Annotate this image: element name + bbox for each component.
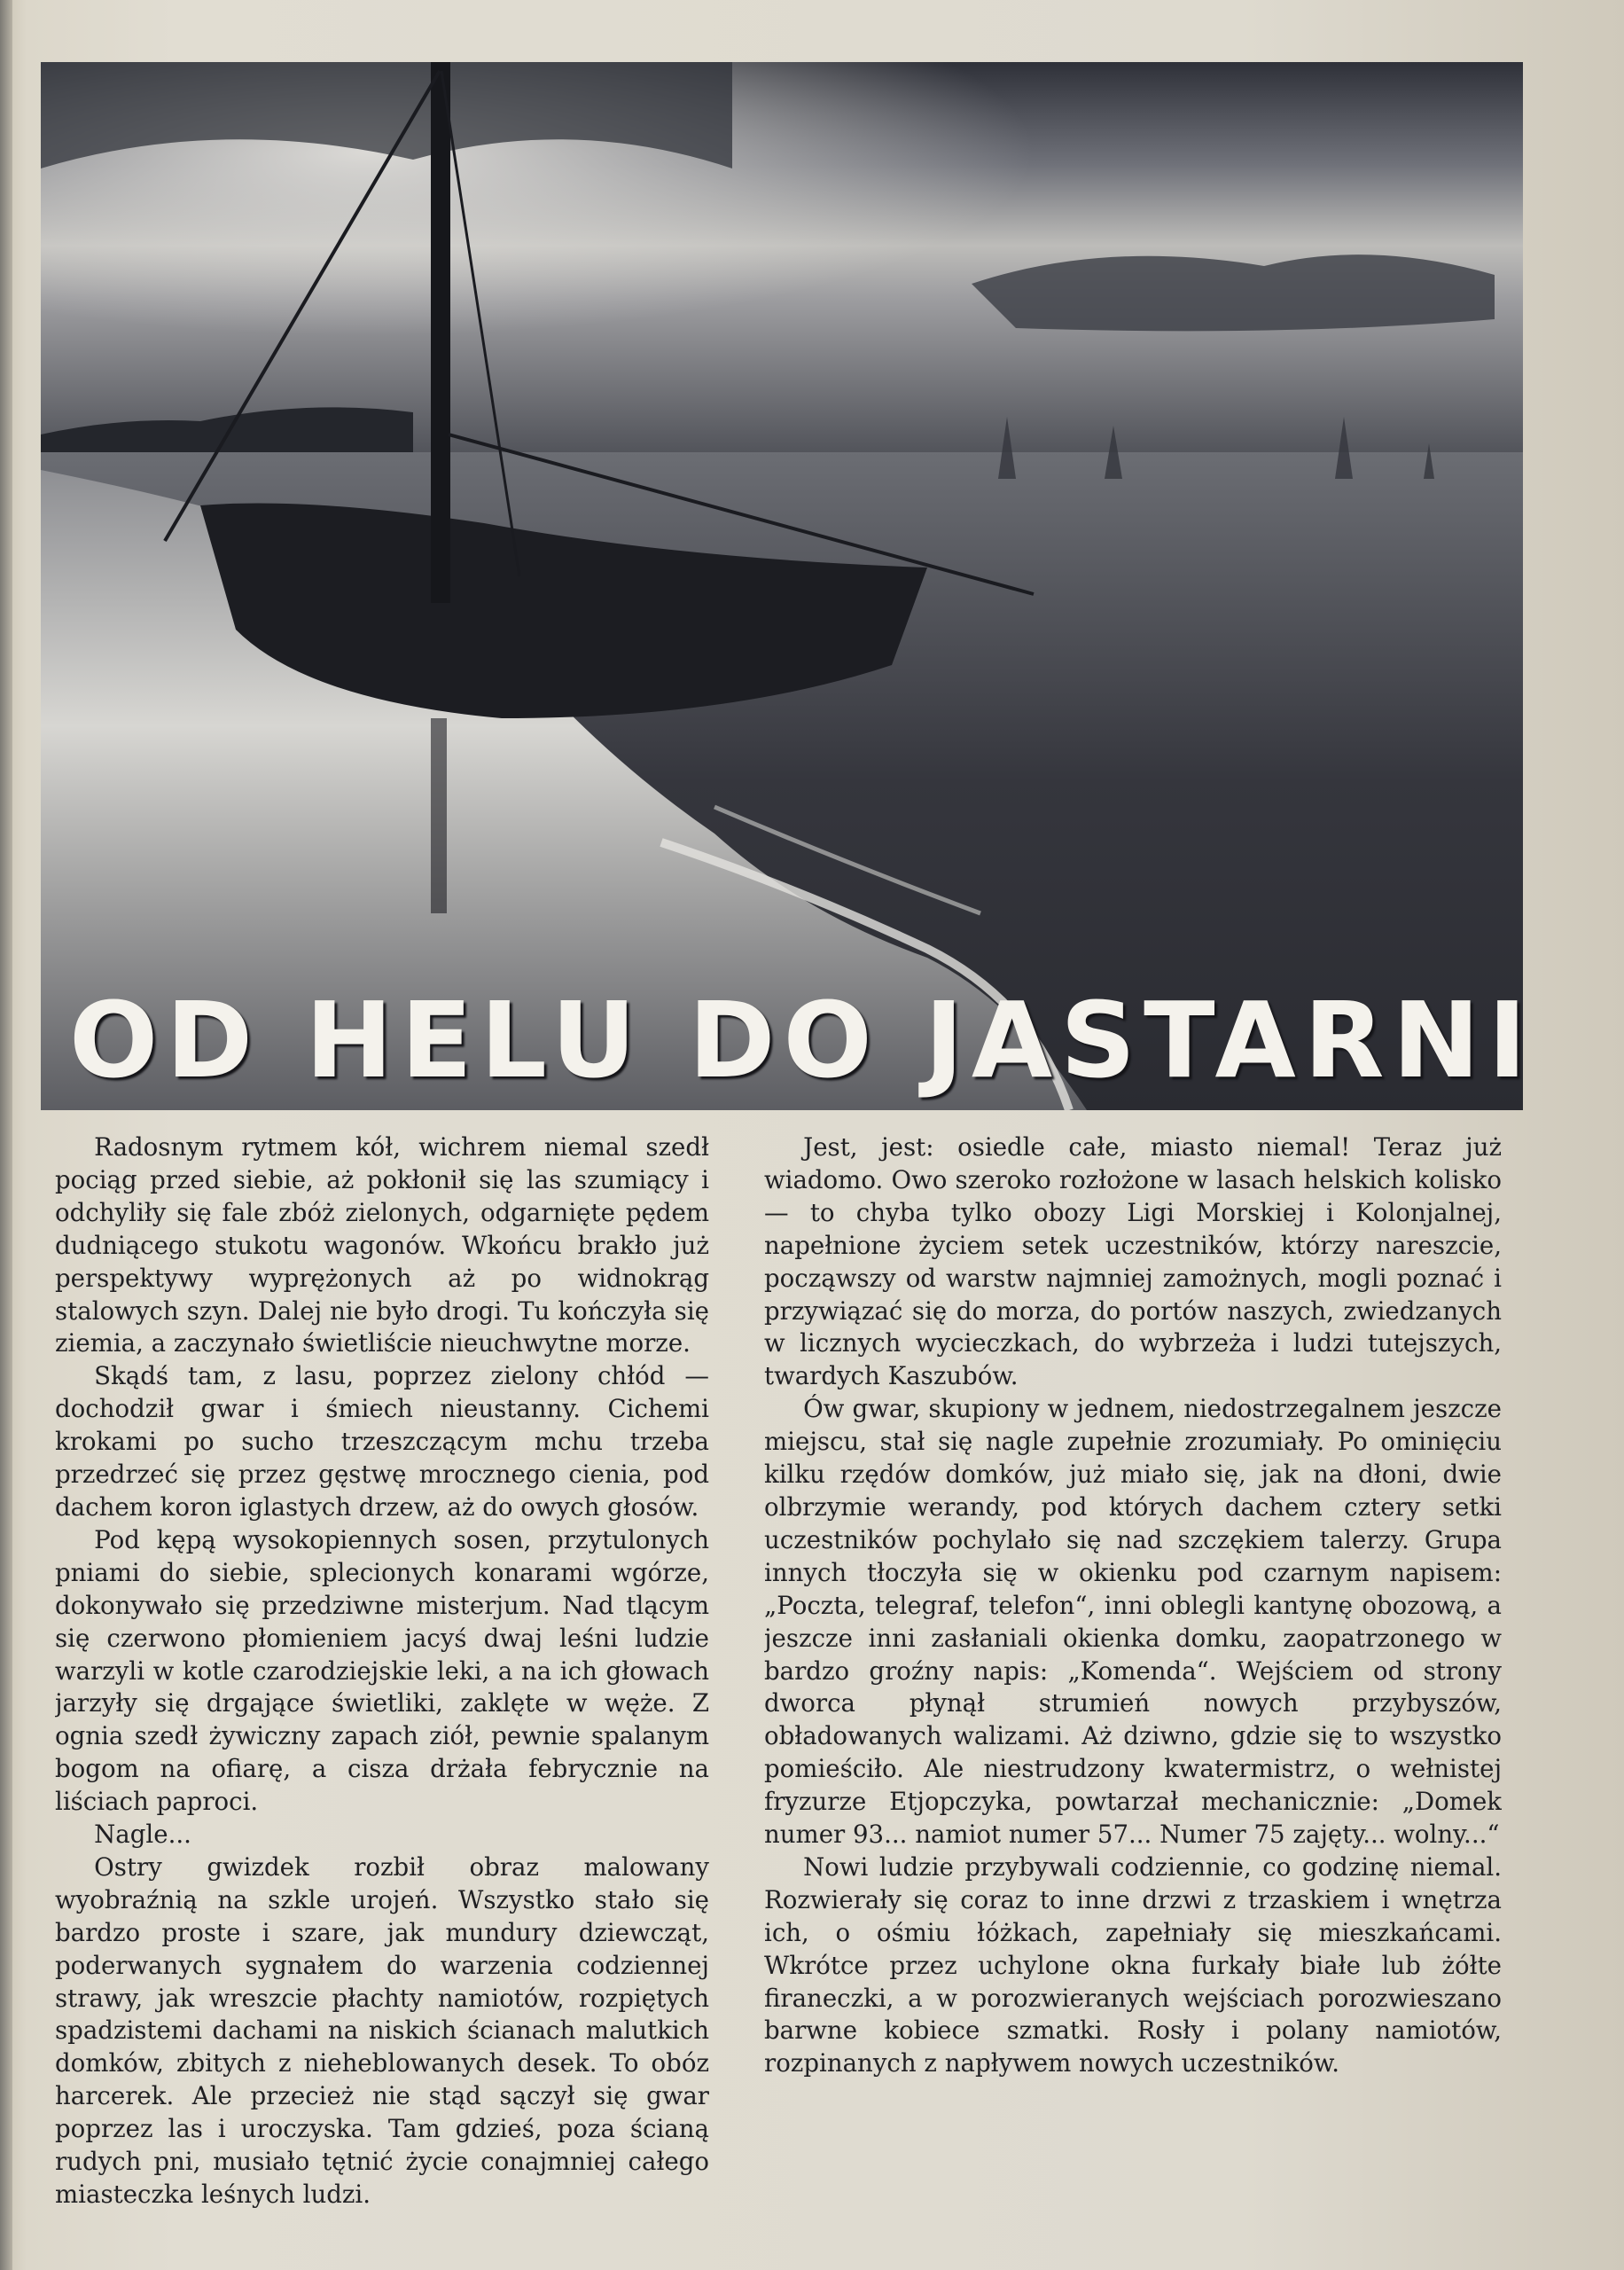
paragraph: Ów gwar, skupiony w jednem, niedostrzegalnem jeszcze miejscu, stał się nagle zupełnie zrozumiały. Po ominięciu kilku rzędów domków, już miało się, jak na dłoni, dwie olbrzymie werandy, pod których dachem cztery setki uczestników pochylało się nad szczękiem talerzy. Grupa innych tłoczyła się w okienku pod czarnym napisem: „Poczta, telegraf, telefon“, inni oblegli kantynę obozową, a jeszcze inni zasłaniali okienka domku, zaopatrzonego w bardzo groźny napis: „Komenda“. Wejściem od strony dworca płynął strumień nowych przybyszów, obładowanych walizami. Aż dziwno, gdzie się to wszystko pomieściło. Ale niestrudzony kwatermistrz, o wełnistej fryzurze Etjopczyka, powtarzał mechanicznie: „Domek numer 93... namiot numer 57... Numer 75 zajęty... wolny...“ [764, 1394, 1502, 1850]
paragraph: Nagle... [94, 1820, 191, 1850]
seascape-photo [41, 62, 1535, 1110]
article-column-left [55, 1131, 709, 2240]
paragraph: Ostry gwizdek rozbił obraz malowany wyobraźnią na szkle urojeń. Wszystko stało się bardzo proste i szare, jak mundury dziewcząt, poderwanych sygnałem do warzenia codziennej strawy, jak wreszcie płachty namiotów, rozpiętych spadzistemi dachami na niskich ścianach malutkich domków, zbitych z nieheblowanych desek. To obóz harcerek. Ale przecież nie stąd sączył się gwar poprzez las i uroczyska. Tam gdzieś, poza ścianą rudych pni, musiało tętnić życie conajmniej całego miasteczka leśnych ludzi. [55, 1851, 709, 2209]
article-headline: OD HELU DO JASTARNI [69, 979, 1535, 1101]
paragraph: Pod kępą wysokopiennych sosen, przytulonych pniami do siebie, splecionych konarami wgórze, dokonywało się przedziwne misterjum. Nad tlącym się czerwono płomieniem jacyś dwaj leśni ludzie warzyli w kotle czarodziejskie leki, a na ich głowach jarzyły się drgające świetliki, zaklęte w węże. Z ognia szedł żywiczny zapach ziół, pewnie spalanym bogom na ofiarę, a cisza drżała febrycznie na liściach paproci. [55, 1524, 709, 1817]
paragraph: Skądś tam, z lasu, poprzez zielony chłód — dochodził gwar i śmiech nieustanny. Cichemi krokami po sucho trzeszczącym mchu trzeba przedrzeć się przez gęstwę mrocznego cienia, pod dachem koron iglastych drzew, aż do owych głosów. [55, 1361, 709, 1522]
boat-on-shore-illustration [41, 62, 1535, 1110]
paragraph: Jest, jest: osiedle całe, miasto niemal! Teraz już wiadomo. Owo szeroko rozłożone w lasach helskich kolisko — to chyba tylko obozy Ligi Morskiej i Kolonjalnej, napełnione życiem setek uczestników, którzy nareszcie, począwszy od warstw najmniej zamożnych, mogli poznać i przywiązać się do morza, do portów naszych, zwiedzanych w licznych wycieczkach, do wybrzeża i ludzi tutejszych, twardych Kaszubów. [764, 1132, 1502, 1391]
binding-gutter [0, 0, 12, 2270]
paragraph: Nowi ludzie przybywali codziennie, co godzinę niemal. Rozwierały się coraz to inne drzwi z trzaskiem i wnętrza ich, o ośmiu łóżkach, zapełniały się mieszkańcami. Wkrótce przez uchylone okna furkały białe lub żółte firaneczki, a w porozwieranych wejściach porozwieszano barwne kobiece szmatki. Rosły i polany namiotów, rozpinanych z napływem nowych uczestników. [764, 1851, 1502, 2078]
paragraph: Radosnym rytmem kół, wichrem niemal szedł pociąg przed siebie, aż pokłonił się las szumiący i odchyliły się fale zbóż zielonych, odgarnięte pędem dudniącego stukotu wagonów. Wkońcu brakło już perspektywy wyprężonych aż po widnokrąg stalowych szyn. Dalej nie było drogi. Tu kończyła się ziemia, a zaczynało świetliście nieuchwytne morze. [55, 1132, 709, 1358]
article-column-right [764, 1131, 1502, 2240]
